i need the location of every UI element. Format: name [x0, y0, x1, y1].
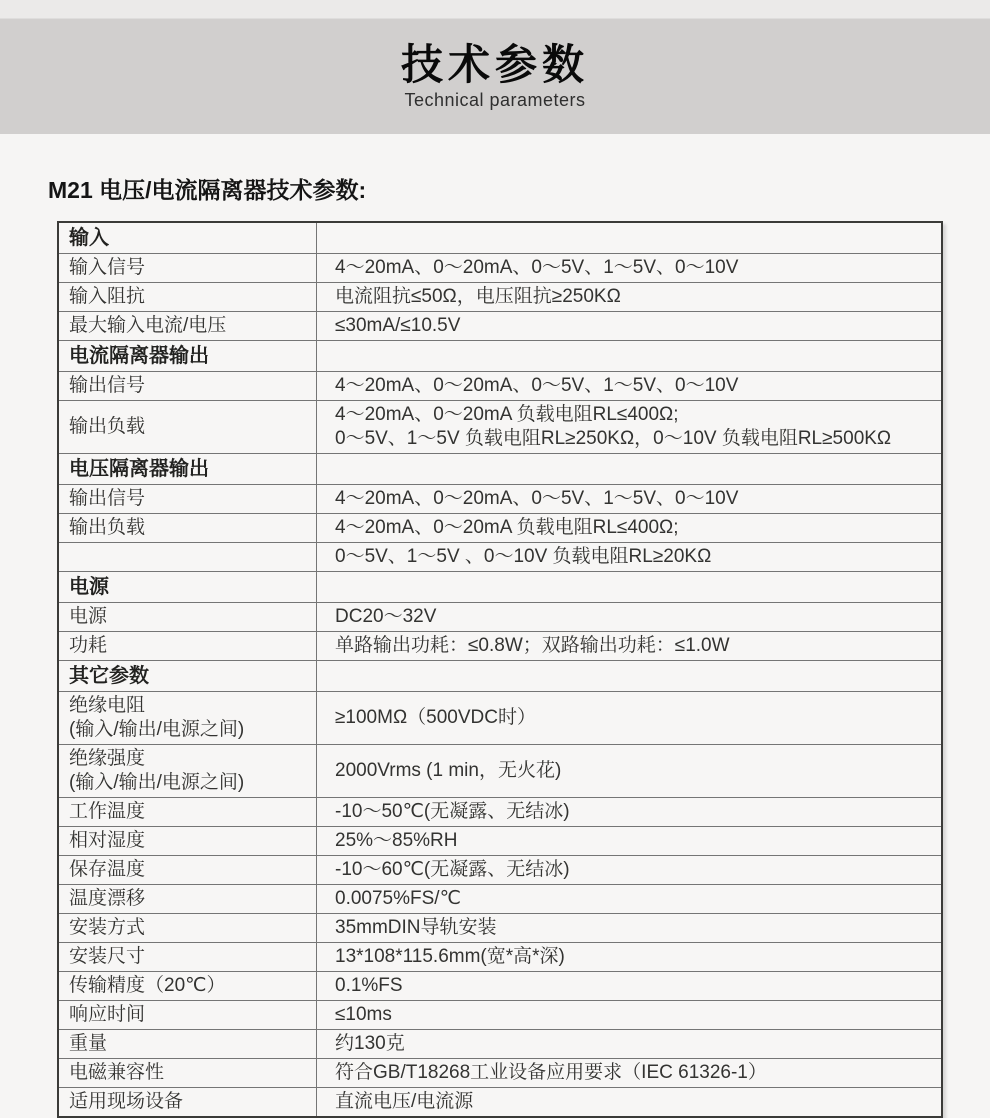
section-row — [58, 341, 942, 372]
param-label — [58, 856, 317, 885]
param-label — [58, 1088, 317, 1118]
param-value-line — [335, 456, 933, 482]
param-value-line: ≤10ms — [335, 1004, 392, 1025]
param-value — [317, 1088, 943, 1118]
param-label-line: 安装方式 — [69, 917, 146, 938]
table-row — [58, 943, 942, 972]
spec-table — [57, 221, 943, 1118]
table-row — [58, 254, 942, 283]
section-heading: M21 电压/电流隔离器技术参数: — [48, 177, 367, 203]
table-row — [58, 856, 942, 885]
param-label — [58, 885, 317, 914]
param-value — [317, 454, 943, 485]
param-label-line: 其它参数 — [69, 665, 149, 687]
spec-table-body — [58, 222, 942, 1117]
param-label-line: 电磁兼容性 — [69, 1062, 165, 1083]
param-label-line: 功耗 — [69, 635, 108, 656]
param-label-line: 输出信号 — [69, 488, 146, 509]
param-value-line: DC20～32V — [335, 606, 437, 627]
table-row — [58, 885, 942, 914]
param-label-line: 传输精度（20℃） — [69, 975, 226, 996]
param-label-line: 适用现场设备 — [69, 1091, 184, 1112]
param-value — [317, 222, 943, 254]
param-value — [317, 972, 943, 1001]
table-row — [58, 401, 942, 454]
table-row — [58, 372, 942, 401]
param-value-line: 0.0075%FS/℃ — [335, 888, 461, 909]
param-label — [58, 1059, 317, 1088]
param-value — [317, 312, 943, 341]
param-value-line: ≥100MΩ（500VDC时） — [335, 707, 536, 728]
param-label-line2: (输入/输出/电源之间) — [69, 719, 245, 740]
param-label-line: 绝缘电阻 — [69, 695, 146, 716]
param-value-line: 25%～85%RH — [335, 830, 458, 851]
param-label — [58, 798, 317, 827]
param-label — [58, 661, 317, 692]
param-value-line: 35mmDIN导轨安装 — [335, 917, 497, 938]
param-label-line: 安装尺寸 — [69, 946, 146, 967]
table-row — [58, 972, 942, 1001]
param-label — [58, 514, 317, 543]
param-value — [317, 372, 943, 401]
param-label — [58, 254, 317, 283]
param-value — [317, 603, 943, 632]
param-value — [317, 745, 943, 798]
param-label — [58, 692, 317, 745]
param-value — [317, 401, 943, 454]
param-value-line: 4～20mA、0～20mA、0～5V、1～5V、0～10V — [335, 488, 739, 509]
title-band — [0, 19, 990, 134]
param-label — [58, 827, 317, 856]
table-row — [58, 798, 942, 827]
param-label — [58, 972, 317, 1001]
param-value — [317, 1059, 943, 1088]
table-row — [58, 692, 942, 745]
param-value-line: 4～20mA、0～20mA、0～5V、1～5V、0～10V — [335, 257, 739, 278]
param-value-line — [335, 574, 933, 600]
table-row — [58, 827, 942, 856]
table-row — [58, 603, 942, 632]
table-row — [58, 1030, 942, 1059]
table-row — [58, 283, 942, 312]
table-row — [58, 1059, 942, 1088]
param-label-line: 电源 — [69, 576, 109, 598]
param-label — [58, 222, 317, 254]
table-row — [58, 1088, 942, 1118]
table-row — [58, 485, 942, 514]
param-label — [58, 454, 317, 485]
param-value — [317, 485, 943, 514]
param-label-line: 响应时间 — [69, 1004, 146, 1025]
table-row — [58, 914, 942, 943]
param-label-line: 相对湿度 — [69, 830, 146, 851]
param-label-line: 输出信号 — [69, 375, 146, 396]
param-value-line: 约130克 — [335, 1033, 405, 1054]
param-label-line: 工作温度 — [69, 801, 146, 822]
table-row — [58, 312, 942, 341]
param-label — [58, 745, 317, 798]
param-value — [317, 572, 943, 603]
param-label-line: 输入 — [69, 227, 109, 249]
param-value-line: 电流阻抗≤50Ω，电压阻抗≥250KΩ — [335, 286, 621, 307]
param-label — [58, 914, 317, 943]
param-value-line — [335, 343, 933, 369]
param-value-line: 4～20mA、0～20mA 负载电阻RL≤400Ω; — [335, 404, 679, 425]
param-value-line: -10～50℃(无凝露、无结冰) — [335, 801, 570, 822]
param-value — [317, 943, 943, 972]
section-row — [58, 661, 942, 692]
top-strip — [0, 0, 990, 19]
param-value — [317, 856, 943, 885]
param-label-line: 重量 — [69, 1033, 108, 1054]
param-value-line: 13*108*115.6mm(宽*高*深) — [335, 946, 565, 967]
param-label-line: 输出负载 — [69, 416, 146, 437]
param-label — [58, 632, 317, 661]
table-row — [58, 745, 942, 798]
param-value-line: 4～20mA、0～20mA 负载电阻RL≤400Ω; — [335, 517, 679, 538]
param-label — [58, 283, 317, 312]
param-value — [317, 514, 943, 543]
param-label — [58, 1001, 317, 1030]
param-value-line — [335, 225, 933, 251]
section-row — [58, 454, 942, 485]
param-label-line2: (输入/输出/电源之间) — [69, 772, 245, 793]
param-label — [58, 401, 317, 454]
param-label-line: 温度漂移 — [69, 888, 146, 909]
param-value-line2: 0～5V、1～5V 负载电阻RL≥250KΩ，0～10V 负载电阻RL≥500KΩ — [335, 428, 892, 449]
param-value-line: 2000Vrms (1 min，无火花) — [335, 760, 562, 781]
param-label — [58, 1030, 317, 1059]
param-value-line: 4～20mA、0～20mA、0～5V、1～5V、0～10V — [335, 375, 739, 396]
param-label — [58, 372, 317, 401]
param-value-line: 0.1%FS — [335, 975, 403, 996]
param-value-line: 0～5V、1～5V 、0～10V 负载电阻RL≥20KΩ — [335, 546, 712, 567]
param-value — [317, 1001, 943, 1030]
param-label — [58, 543, 317, 572]
param-label — [58, 603, 317, 632]
param-label — [58, 485, 317, 514]
param-value — [317, 692, 943, 745]
param-value — [317, 543, 943, 572]
param-value-line: -10～60℃(无凝露、无结冰) — [335, 859, 570, 880]
param-value — [317, 914, 943, 943]
page-subtitle: Technical parameters — [404, 90, 586, 111]
table-row — [58, 514, 942, 543]
param-label-line: 输入阻抗 — [69, 286, 146, 307]
param-value — [317, 632, 943, 661]
param-label — [58, 943, 317, 972]
param-value — [317, 254, 943, 283]
section-row — [58, 222, 942, 254]
param-value — [317, 341, 943, 372]
param-label-line: 电压隔离器输出 — [69, 458, 209, 480]
param-label-line: 输出负载 — [69, 517, 146, 538]
param-value-line — [335, 663, 933, 689]
table-row — [58, 543, 942, 572]
page-title: 技术参数 — [400, 40, 589, 88]
param-label — [58, 341, 317, 372]
param-label-line: 保存温度 — [69, 859, 146, 880]
param-label-line: 输入信号 — [69, 257, 146, 278]
param-value — [317, 661, 943, 692]
param-label-line: 绝缘强度 — [69, 748, 146, 769]
param-value — [317, 827, 943, 856]
param-value-line: 直流电压/电流源 — [335, 1091, 474, 1112]
table-row — [58, 1001, 942, 1030]
param-label-line: 最大输入电流/电压 — [69, 315, 227, 336]
param-label-line: 电流隔离器输出 — [69, 345, 209, 367]
param-value — [317, 283, 943, 312]
param-value — [317, 885, 943, 914]
param-value-line: ≤30mA/≤10.5V — [335, 315, 461, 336]
param-value — [317, 1030, 943, 1059]
param-label — [58, 572, 317, 603]
param-value-line: 单路输出功耗：≤0.8W；双路输出功耗：≤1.0W — [335, 635, 730, 656]
param-label — [58, 312, 317, 341]
section-row — [58, 572, 942, 603]
param-value-line: 符合GB/T18268工业设备应用要求（IEC 61326-1） — [335, 1062, 767, 1083]
table-row — [58, 632, 942, 661]
param-value — [317, 798, 943, 827]
param-label-line — [69, 545, 308, 569]
param-label-line: 电源 — [69, 606, 108, 627]
